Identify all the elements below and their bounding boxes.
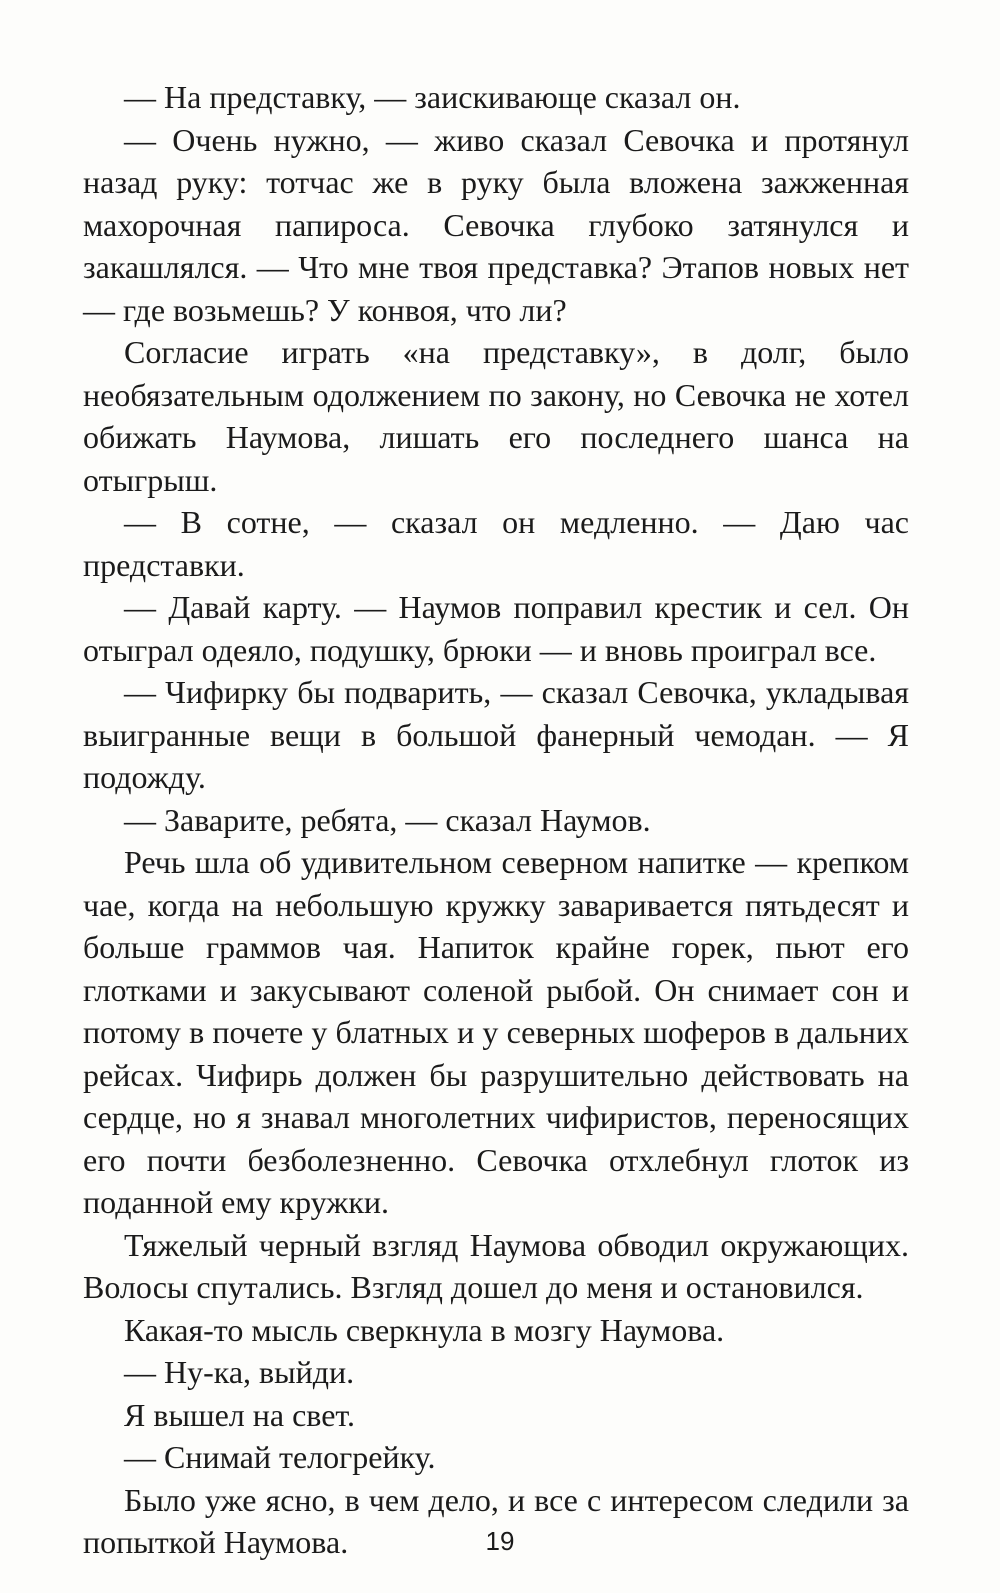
paragraph: — В сотне, — сказал он медленно. — Даю час представки. <box>83 504 909 583</box>
body-text <box>83 76 909 1564</box>
paragraph: — Заварите, ребята, — сказал Наумов. <box>124 801 651 838</box>
paragraph: — Давай карту. — Наумов поправил крестик и сел. Он отыграл одеяло, подушку, брюки — и вновь проиграл все. <box>83 589 909 668</box>
paragraph: — На представку, — заискивающе сказал он. <box>124 79 741 115</box>
paragraph: Было уже ясно, в чем дело, и все с интересом следили за попыткой Наумова. <box>83 1481 909 1560</box>
paragraph: — Ну-ка, выйди. <box>124 1354 355 1390</box>
paragraph: — Чифирку бы подварить, — сказал Севочка, укладывая выигранные вещи в большой фанерный чемодан. — Я подожду. <box>83 674 909 795</box>
paragraph: — Очень нужно, — живо сказал Севочка и протянул назад руку: тотчас же в руку была вложена зажженная махорочная папироса. Севочка глубоко затянулся и закашлялся. — Что мне твоя представка? Этапов новых нет — где возьмешь? У конвоя, что ли? <box>83 121 909 328</box>
paragraph: — Снимай телогрейку. <box>124 1439 436 1475</box>
paragraph: Согласие играть «на представку», в долг, было необязательным одолжением по закону, но Севочка не хотел обижать Наумова, лишать его последнего шанса на отыгрыш. <box>83 334 909 498</box>
paragraph: Речь шла об удивительном северном напитке — крепком чае, когда на небольшую кружку заваривается пятьдесят и больше граммов чая. Напиток крайне горек, пьют его глотками и закусывают соленой рыбой. Он снимает сон и потому в почете у блатных и у северных шоферов в дальних рейсах. Чифирь должен бы разрушительно действовать на сердце, но я знавал многолетних чифиристов, переносящих его почти безболезненно. Севочка отхлебнул глоток из поданной ему кружки. <box>83 844 909 1220</box>
paragraph: Я вышел на свет. <box>124 1396 355 1433</box>
paragraph: Тяжелый черный взгляд Наумова обводил окружающих. Волосы спутались. Взгляд дошел до меня и остановился. <box>83 1226 909 1305</box>
page-number: 19 <box>485 1526 515 1556</box>
paragraph: Какая-то мысль сверкнула в мозгу Наумова. <box>124 1311 725 1348</box>
